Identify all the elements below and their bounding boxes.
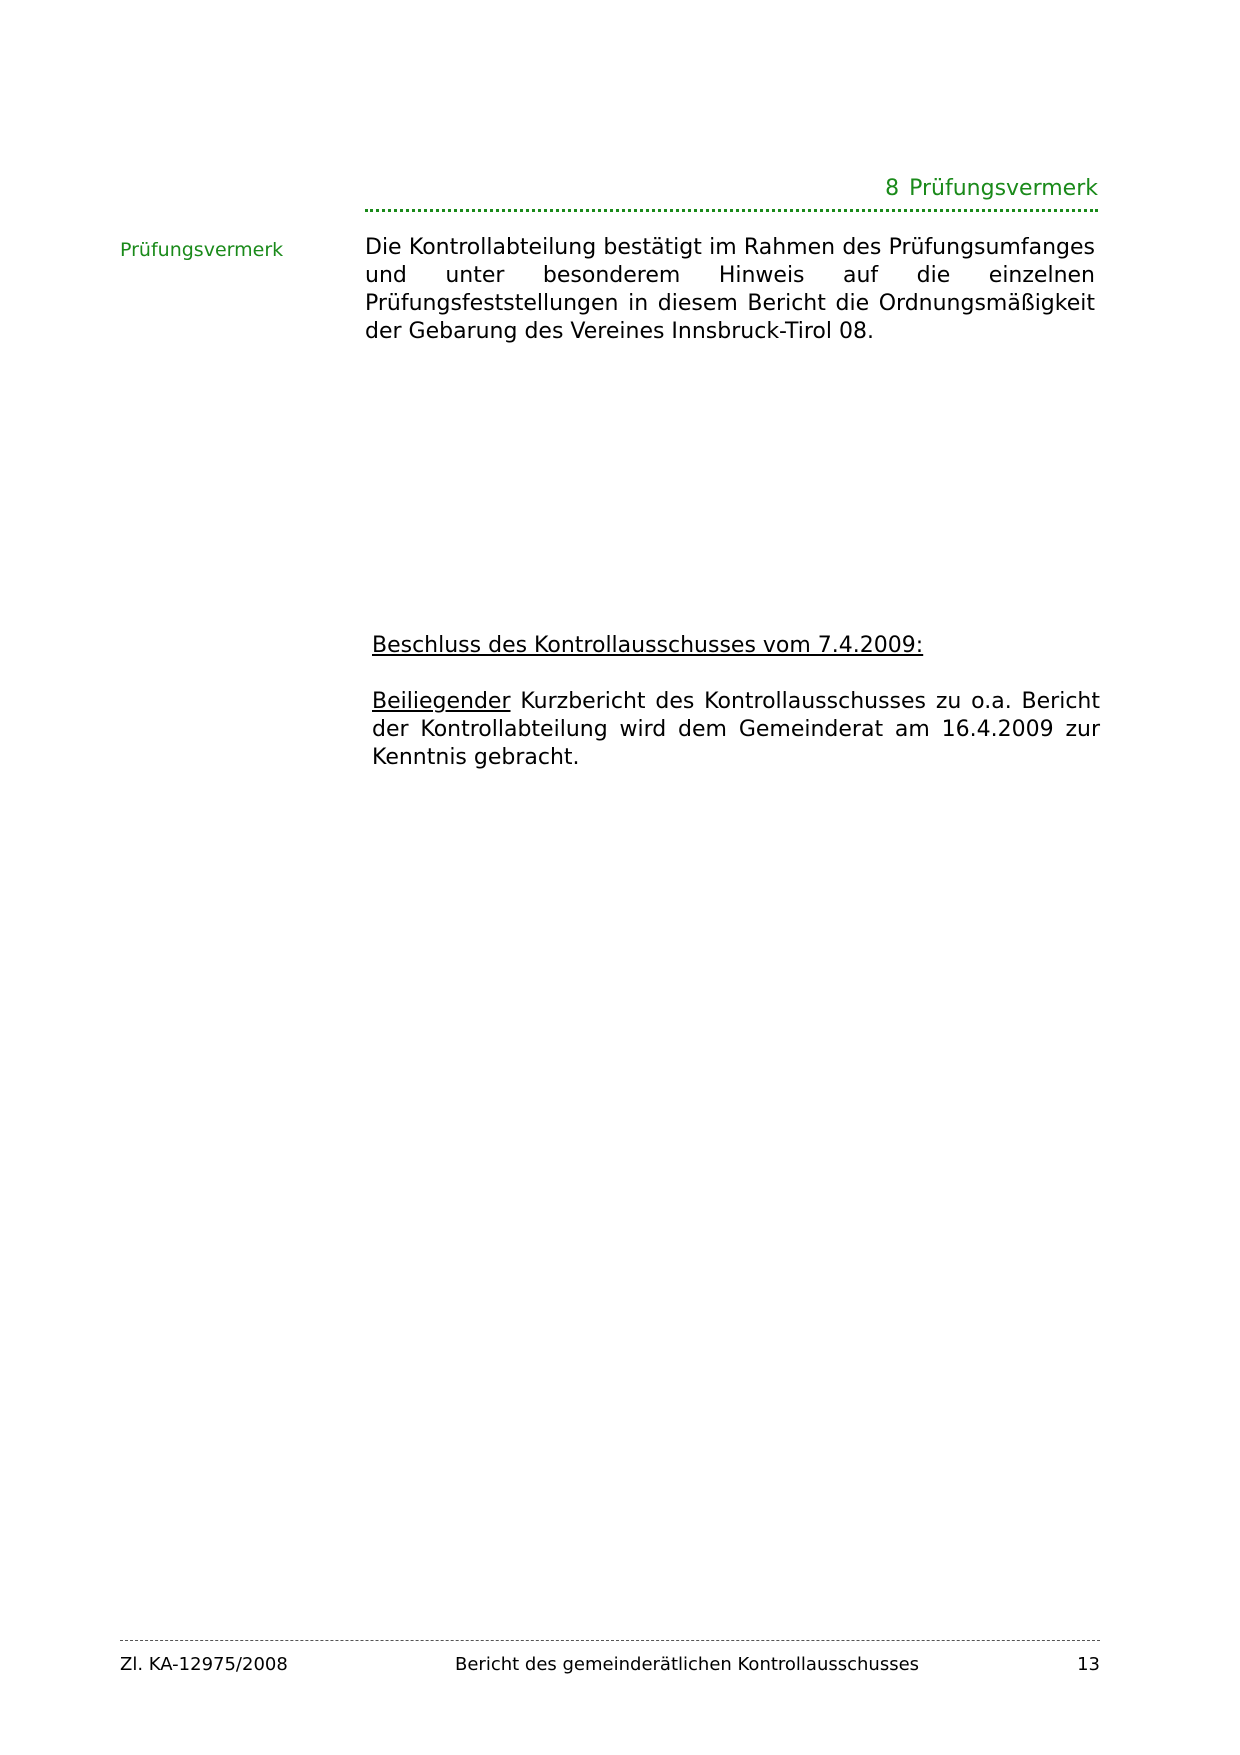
footer-reference: Zl. KA-12975/2008 [120, 1654, 288, 1675]
resolution-block [372, 632, 1100, 772]
section-number: 8 [885, 176, 900, 201]
resolution-body: Kurzbericht des Kontrollausschusses zu o.a. Bericht der Kontrollabteilung wird dem Gemeinderat am 16.4.2009 zur Kenntnis gebracht. [372, 689, 1100, 770]
footer-report-title: Bericht des gemeinderätlichen Kontrollausschusses [455, 1654, 920, 1675]
page-footer [120, 1640, 1100, 1677]
section-title: Prüfungsvermerk [909, 176, 1098, 201]
margin-label: Prüfungsvermerk [120, 239, 284, 261]
resolution-text [372, 688, 1100, 772]
section-heading [365, 175, 1098, 212]
footer-page-number: 13 [1077, 1654, 1100, 1675]
resolution-title: Beschluss des Kontrollausschusses vom 7.4.2009: [372, 633, 924, 658]
resolution-lead-word: Beiliegender [372, 689, 511, 714]
audit-statement-paragraph: Die Kontrollabteilung bestätigt im Rahmen des Prüfungsumfanges und unter besonderem Hinweis auf die einzelnen Prüfungsfeststellungen in diesem Bericht die Ordnungsmäßigkeit der Gebarung des Vereines Innsbruck-Tirol 08. [365, 235, 1095, 344]
